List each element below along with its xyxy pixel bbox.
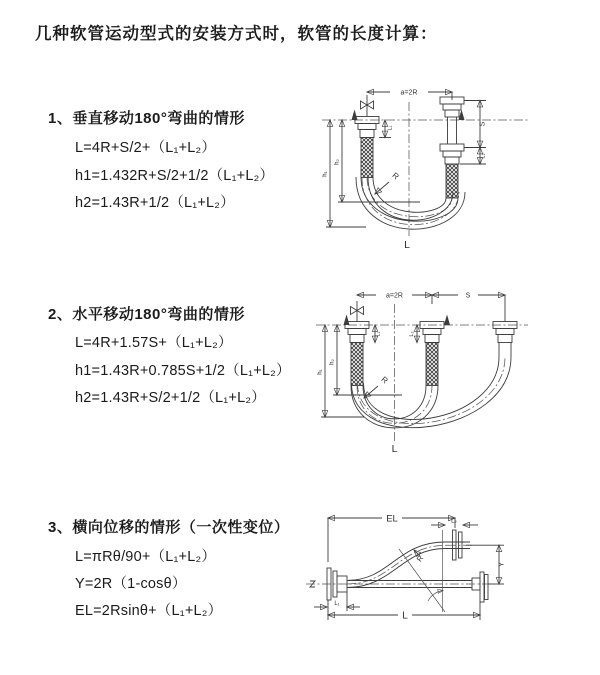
diagram-horizontal-180-bend: [312, 284, 570, 462]
d2-l1-dimension: [375, 325, 382, 343]
d1-s-label: S: [479, 121, 487, 127]
d2-right-pipe-flange: [493, 322, 517, 358]
d1-h1-dimension: [323, 120, 367, 227]
d2-length-label: L: [391, 443, 398, 455]
section-1-formula-h2: h2=1.43R+1/2（L₁+L₂）: [75, 195, 235, 211]
d1-h2-label: h₂: [334, 159, 341, 165]
section-2-formula-h1: h1=1.43R+0.785S+1/2（L₁+L₂）: [75, 363, 291, 379]
section-1-formula-l: L=4R+S/2+（L₁+L₂）: [75, 140, 217, 156]
d2-l2-label: L₂: [409, 331, 415, 337]
d2-radius-label: R: [379, 374, 390, 386]
section-3-heading: 3、横向位移的情形（一次性变位）: [48, 519, 290, 536]
d3-length-label: L: [402, 610, 408, 622]
d3-el-label: EL: [386, 513, 398, 525]
d2-h2-dimension: [330, 325, 403, 395]
d1-span-dimension: [367, 90, 452, 101]
d2-l1-label: L₁: [375, 331, 382, 337]
d3-radius-label: R: [414, 553, 426, 564]
d2-span-label: a=2R: [386, 292, 403, 300]
section-2-formula-l: L=4R+1.57S+（L₁+L₂）: [75, 335, 233, 351]
section-3-formula-l: L=πRθ/90+（L₁+L₂）: [75, 549, 217, 565]
d2-h2-label: h₂: [329, 359, 336, 365]
d1-l1-label: L₁: [387, 125, 394, 131]
section-3-formula-y: Y=2R（1-cosθ）: [75, 576, 187, 592]
d1-l2-label: L₂: [480, 153, 487, 159]
d1-radius-leader: [375, 171, 401, 194]
d3-el-dimension: [328, 514, 455, 563]
d1-right-pipe-flange: [440, 97, 465, 198]
section-2-heading: 2、水平移动180°弯曲的情形: [48, 306, 245, 323]
d3-centerline: [306, 581, 494, 587]
diagram-lateral-displacement: [298, 498, 513, 648]
section-1-formula-h1: h1=1.432R+S/2+1/2（L₁+L₂）: [75, 168, 275, 184]
d1-movement-arrow-left: [352, 110, 358, 121]
d2-movement-arrow-left: [344, 315, 350, 326]
diagram-vertical-180-bend: [316, 76, 566, 262]
section-3-formula-el: EL=2Rsinθ+（L₁+L₂）: [75, 603, 223, 619]
d2-movement-arrow-middle: [444, 315, 450, 326]
d1-h2-dimension: [335, 120, 421, 202]
valve-icon: [361, 95, 374, 116]
d3-l1-label: L₁: [334, 601, 340, 607]
d2-l2-dimension: [409, 325, 417, 343]
d1-l1-dimension: [379, 120, 394, 138]
d2-s-label: S: [465, 292, 471, 300]
d3-y-label: Y: [496, 561, 506, 568]
d1-radius-label: R: [390, 170, 401, 182]
d2-span-dimension: [357, 293, 505, 322]
d1-length-label: L: [404, 239, 410, 251]
d3-l2-dimension: [431, 519, 478, 526]
d1-h1-label: h₁: [322, 171, 329, 177]
d3-length-dimension: [328, 600, 480, 622]
d1-span-label: a=2R: [400, 89, 418, 97]
d1-s-dimension: [464, 101, 487, 148]
d3-l2-label: L₂: [451, 518, 457, 525]
d2-radius-leader: [364, 375, 390, 398]
d1-centerlines: [322, 102, 528, 236]
section-2-formula-h2: h2=1.43R+S/2+1/2（L₁+L₂）: [75, 390, 266, 406]
section-1-heading: 1、垂直移动180°弯曲的情形: [48, 110, 245, 127]
valve-icon: [351, 301, 364, 321]
d2-h1-label: h₁: [317, 369, 324, 375]
page-title: 几种软管运动型式的安装方式时，软管的长度计算：: [35, 25, 438, 43]
